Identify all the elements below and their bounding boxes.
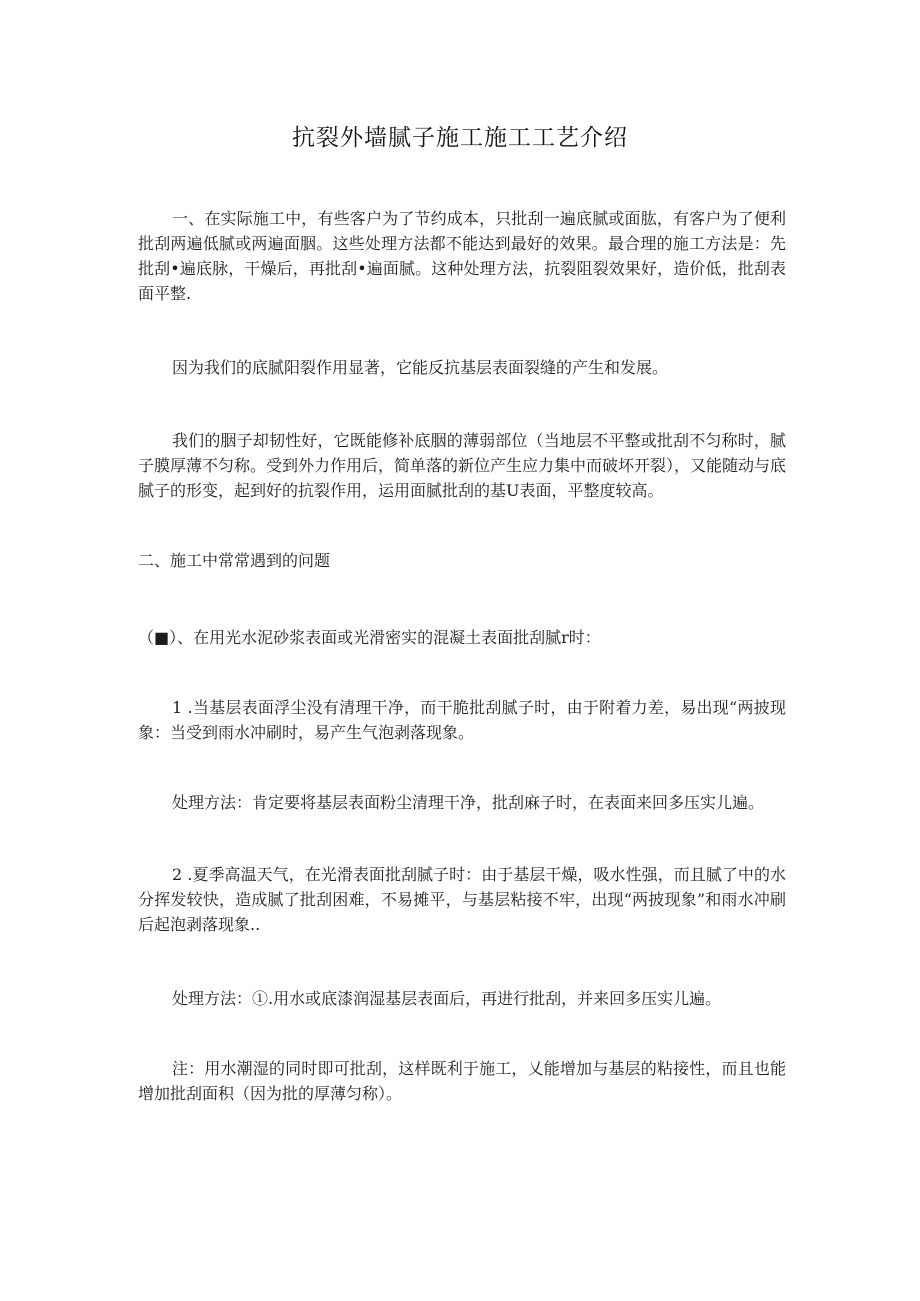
- paragraph-item-2-summer: 2 .夏季高温天气，在光滑表面批刮腻子时：由于基层干燥，吸水性强，而且腻了中的水分挥发较快，造成腻了批刮困难，不易摊平，与基层粘接不牢，出现“两披现象”和雨水冲刷后起泡剥落现象..: [138, 865, 786, 934]
- paragraph-surface-putty-toughness: 我们的胭子却韧性好，它既能修补底胭的薄弱部位（当地层不平整或批刮不匀称时，腻子膜厚薄不匀称。受到外力作用后，简单落的新位产生应力集中而破坏开裂），又能随动与底腻子的形变，起到好的抗裂作用，运用面腻批刮的基U表面，平整度较高。: [138, 431, 787, 500]
- document-title: 抗裂外墙腻子施工施工工艺介绍: [292, 125, 628, 151]
- section-heading-common-problems: 二、施工中常常遇到的问题: [138, 551, 331, 570]
- subsection-heading-smooth-surface: （■）、在用光水泥砂浆表面或光滑密实的混凝土表面批刮腻r时：: [138, 628, 601, 647]
- paragraph-treatment-1: 处理方法：肯定要将基层表面粉尘清理干净，批刮麻子时，在表面来回多压实儿遍。: [172, 793, 765, 812]
- paragraph-construction-method: 一、在实际施工中，有些客户为了节约成本，只批刮一遍底腻或面肱，有客户为了便利批刮两遍低腻或两遍面胭。这些处理方法都不能达到最好的效果。最合理的施工方法是：先批刮•遍底脉，干燥后，再批刮•遍面腻。这种处理方法，抗裂阻裂效果好，造价低，批刮表面平整.: [138, 209, 786, 303]
- paragraph-treatment-2: 处理方法：①.用水或底漆润湿基层表面后，再进行批刮，并来回多压实儿遍。: [172, 989, 722, 1008]
- paragraph-item-1-dust: 1 .当基层表面浮尘没有清理干净，而干脆批刮腻子时，由于附着力差，易出现“两披现象：当受到雨水冲刷时，易产生气泡剥落现象。: [138, 698, 786, 742]
- paragraph-base-putty-effect: 因为我们的底腻阳裂作用显著，它能反抗基层表面裂缝的产生和发展。: [172, 358, 669, 377]
- paragraph-note: 注：用水潮湿的同时即可批刮，这样既利于施工，乂能增加与基层的粘接性，而且也能增加批刮面积（因为批的厚薄匀称）。: [138, 1059, 786, 1103]
